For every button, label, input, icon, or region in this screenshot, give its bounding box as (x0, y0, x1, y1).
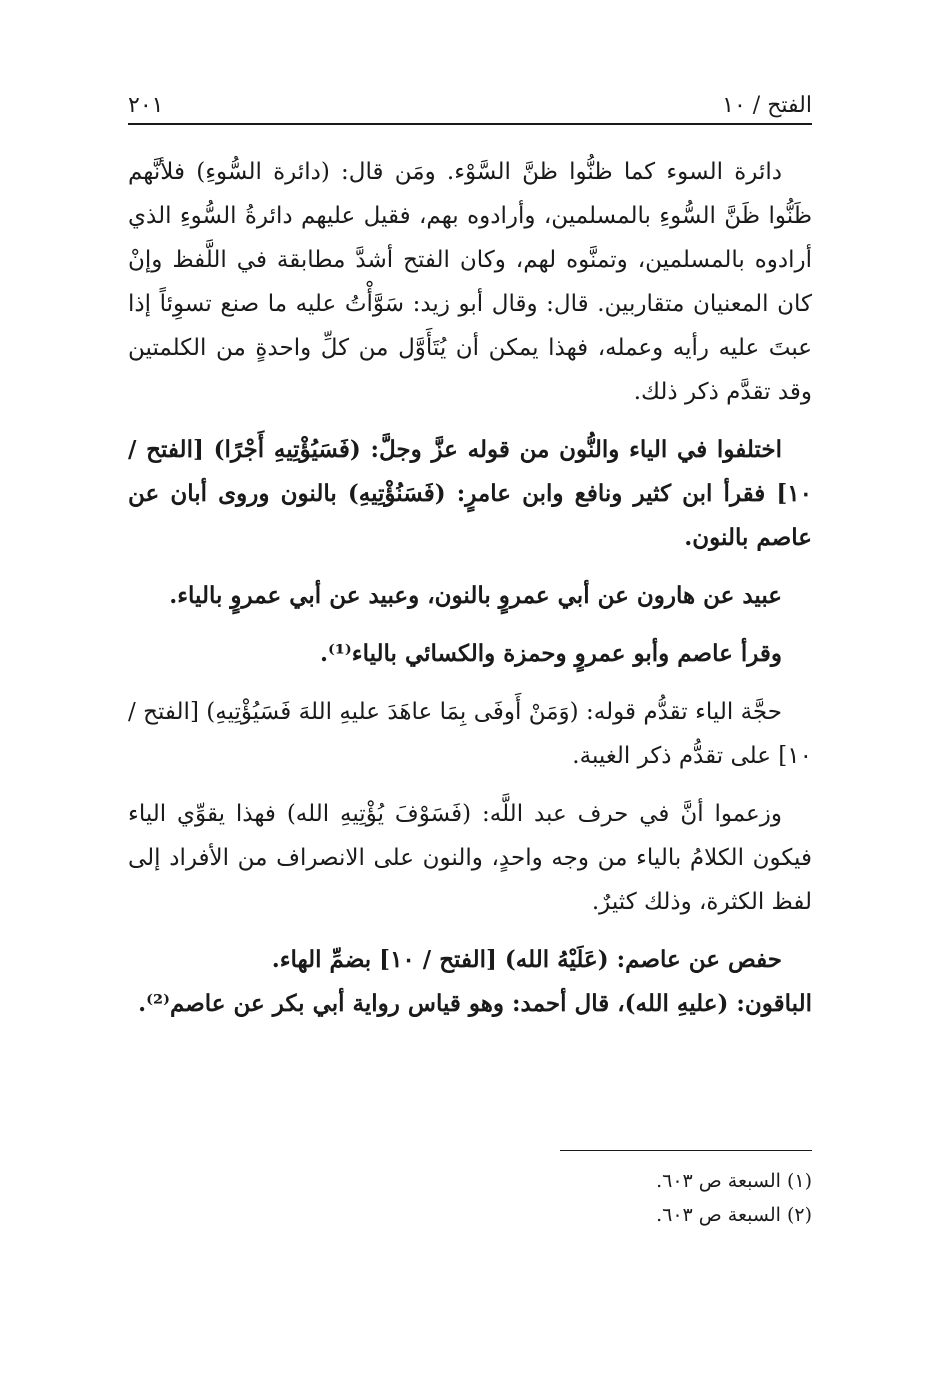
running-title: الفتح / ١٠ (722, 93, 812, 118)
paragraph-commentary: دائرة السوء كما ظنُّوا ظنَّ السَّوْء. ومَن قال: (دائرة السُّوءِ) فلأنَّهم ظَنُّوا ظَنَّ السُّوءِ بالمسلمين، وأرادوه بهم، فقيل عليهم دائرةُ السُّوءِ الذي أرادوه بالمسلمين، وتمنَّوه لهم، وكان الفتح أشدَّ مطابقة في اللَّفظ وإنْ كان المعنيان متقاربين. قال: وقال أبو زيد: سَوَّأْتُ عليه ما صنع تسوِئاً إذا عبتَ عليه رأيه وعمله، فهذا يمكن أن يُتَأَوَّل من كلِّ واحدةٍ من الكلمتين وقد تقدَّم ذكر ذلك. (128, 159, 812, 405)
main-text (128, 150, 812, 1040)
paragraph-hafs-reading: حفص عن عاصم: (عَلَيْهُ الله) [الفتح / ١٠] بضمِّ الهاء. (271, 946, 782, 973)
page-number: ٢٠١ (128, 93, 164, 118)
footnotes (128, 1164, 812, 1232)
page-header (128, 78, 812, 118)
paragraph-remaining-readers: الباقون: (عليهِ الله)، قال أحمد: وهو قياس رواية أبي بكر عن عاصم⁽²⁾. (138, 990, 812, 1017)
paragraph-ubaid-narration: عبيد عن هارون عن أبي عمروٍ بالنون، وعبيد عن أبي عمروٍ بالياء. (169, 582, 782, 609)
paragraph-variant-readings: اختلفوا في الياء والنُّون من قوله عزَّ وجلَّ: (فَسَيُؤْتِيهِ أَجْرًا) [الفتح / ١٠] فقرأ ابن كثير ونافع وابن عامرٍ: (فَسَنُؤْتِيهِ) بالنون وروى أبان عن عاصم بالنون. (128, 436, 812, 551)
paragraph-reading-with-ya: وقرأ عاصم وأبو عمروٍ وحمزة والكسائي بالياء⁽¹⁾. (319, 640, 782, 667)
paragraph-abdullah-reading: وزعموا أنَّ في حرف عبد اللَّه: (فَسَوْفَ يُؤْتِيهِ الله) فهذا يقوِّي الياء فيكون الكلامُ بالياء من وجه واحدٍ، والنون على الانصراف من الأفراد إلى لفظ الكثرة، وذلك كثيرٌ. (128, 801, 812, 915)
paragraph-proof-ya: حجَّة الياء تقدُّم قوله: (وَمَنْ أَوفَى بِمَا عاهَدَ عليهِ اللهَ فَسَيُؤْتِيهِ) [الفتح / ١٠] على تقدُّم ذكر الغيبة. (128, 699, 812, 769)
footnote-1: (١) السبعة ص ٦٠٣. (656, 1170, 812, 1192)
footnote-2: (٢) السبعة ص ٦٠٣. (656, 1204, 812, 1226)
footnote-divider (560, 1150, 812, 1151)
header-divider (128, 123, 812, 125)
